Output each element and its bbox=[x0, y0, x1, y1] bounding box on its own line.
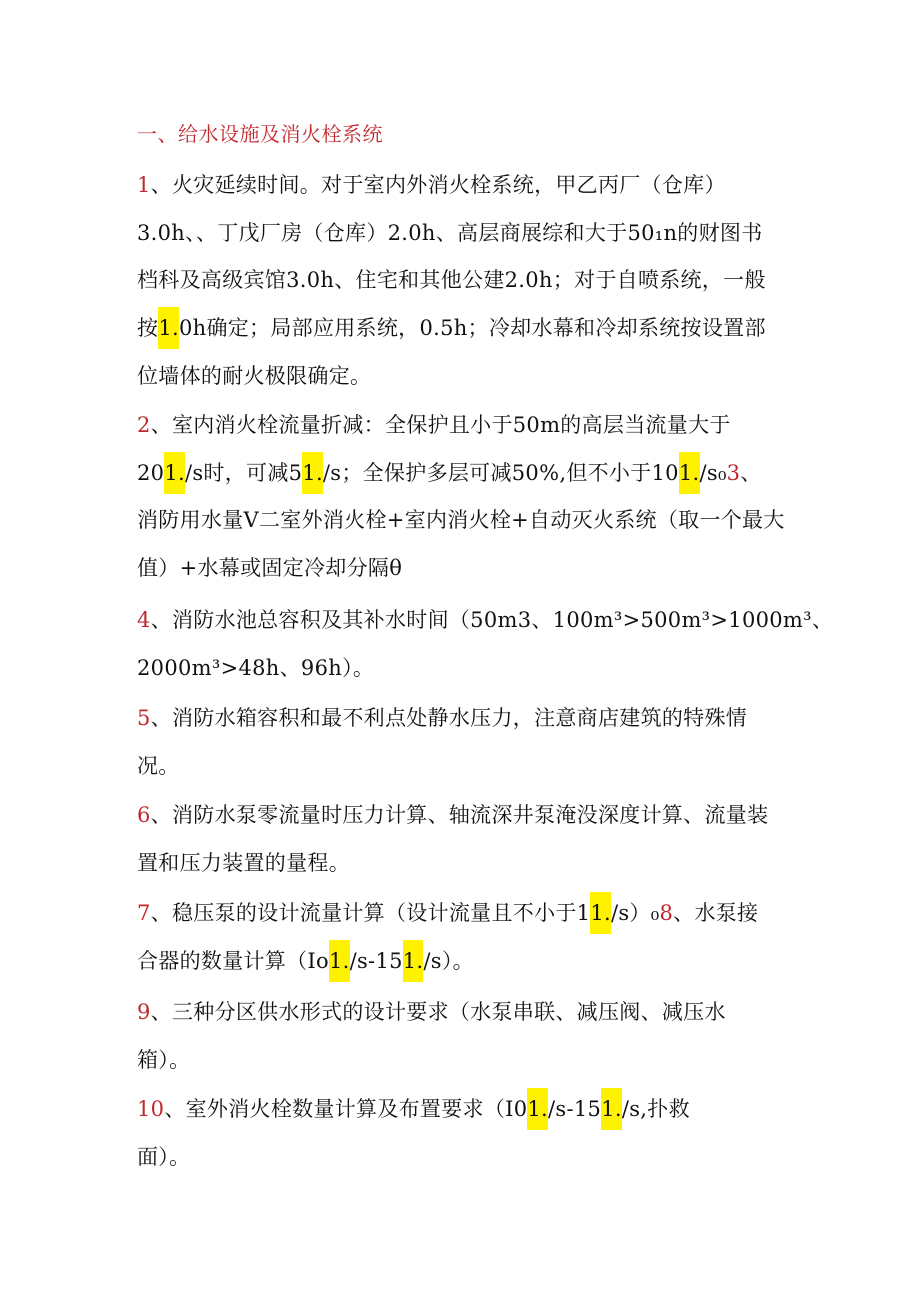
item-6-line-1: 6、消防水泵零流量时压力计算、轴流深井泵淹没深度计算、流量装 bbox=[137, 803, 769, 827]
highlight-mark: 1. bbox=[302, 452, 323, 494]
item-2-line-2: 201./s时，可减51./s；全保护多层可减50%,但不小于101./s₀3、 bbox=[137, 458, 762, 488]
item-1-line-1: 1、火灾延续时间。对于室内外消火栓系统，甲乙丙厂（仓库） bbox=[137, 173, 726, 197]
item-10-line-2: 面）。 bbox=[137, 1145, 191, 1169]
item-8-line-2: 合器的数量计算（Io1./s-151./s）。 bbox=[137, 946, 474, 976]
item-4-line-1: 4、消防水池总容积及其补水时间（50m3、100m³>500m³>1000m³、 bbox=[137, 608, 834, 632]
item-1-line-3: 档科及高级宾馆3.0h、住宅和其他公建2.0h；对于自喷系统，一般 bbox=[137, 268, 766, 292]
item-10-line-1: 10、室外消火栓数量计算及布置要求（I01./s-151./s,扑救 bbox=[137, 1094, 690, 1124]
item-1-line-5: 位墙体的耐火极限确定。 bbox=[137, 364, 372, 388]
item-6-line-2: 置和压力装置的量程。 bbox=[137, 851, 350, 875]
item-2-line-1: 2、室内消火栓流量折减：全保护且小于50m的高层当流量大于 bbox=[137, 413, 731, 437]
item-1-line-2: 3.0h、、丁戊厂房（仓库）2.0h、高层商展综和大于50₁n的财图书 bbox=[137, 221, 763, 245]
highlight-mark: 1. bbox=[164, 452, 185, 494]
item-1-line-4: 按1.0h确定；局部应用系统，0.5h；冷却水幕和冷却系统按设置部 bbox=[137, 313, 766, 343]
item-number: 9 bbox=[137, 1000, 151, 1024]
item-number: 5 bbox=[137, 706, 151, 730]
item-7-line-1: 7、稳压泵的设计流量计算（设计流量且不小于11./s）₀8、水泵接 bbox=[137, 898, 758, 928]
item-9-line-2: 箱）。 bbox=[137, 1048, 191, 1072]
item-4-line-2: 2000m³>48h、96h）。 bbox=[137, 656, 375, 680]
item-3-line-2: 值）+水幕或固定冷却分隔θ bbox=[137, 556, 403, 580]
item-number: 3 bbox=[726, 461, 741, 485]
item-number: 4 bbox=[137, 608, 151, 632]
highlight-mark: 1. bbox=[590, 892, 611, 934]
item-number: 2 bbox=[137, 413, 151, 437]
highlight-mark: 1. bbox=[527, 1088, 548, 1130]
item-9-line-1: 9、三种分区供水形式的设计要求（水泵串联、减压阀、减压水 bbox=[137, 1000, 726, 1024]
highlight-mark: 1. bbox=[601, 1088, 622, 1130]
item-number: 6 bbox=[137, 803, 151, 827]
highlight-mark: 1. bbox=[329, 940, 350, 982]
section-heading: 一、给水设施及消火栓系统 bbox=[137, 122, 383, 146]
item-5-line-1: 5、消防水箱容积和最不利点处静水压力，注意商店建筑的特殊情 bbox=[137, 706, 748, 730]
item-number: 8 bbox=[659, 901, 674, 925]
highlight-mark: 1. bbox=[679, 452, 700, 494]
item-number: 7 bbox=[137, 901, 151, 925]
item-3-line-1: 消防用水量V二室外消火栓+室内消火栓+自动灭火系统（取一个最大 bbox=[137, 508, 785, 532]
item-5-line-2: 况。 bbox=[137, 754, 180, 778]
highlight-mark: 1. bbox=[403, 940, 424, 982]
item-number: 10 bbox=[137, 1097, 165, 1121]
highlight-mark: 1. bbox=[158, 307, 179, 349]
item-number: 1 bbox=[137, 173, 151, 197]
